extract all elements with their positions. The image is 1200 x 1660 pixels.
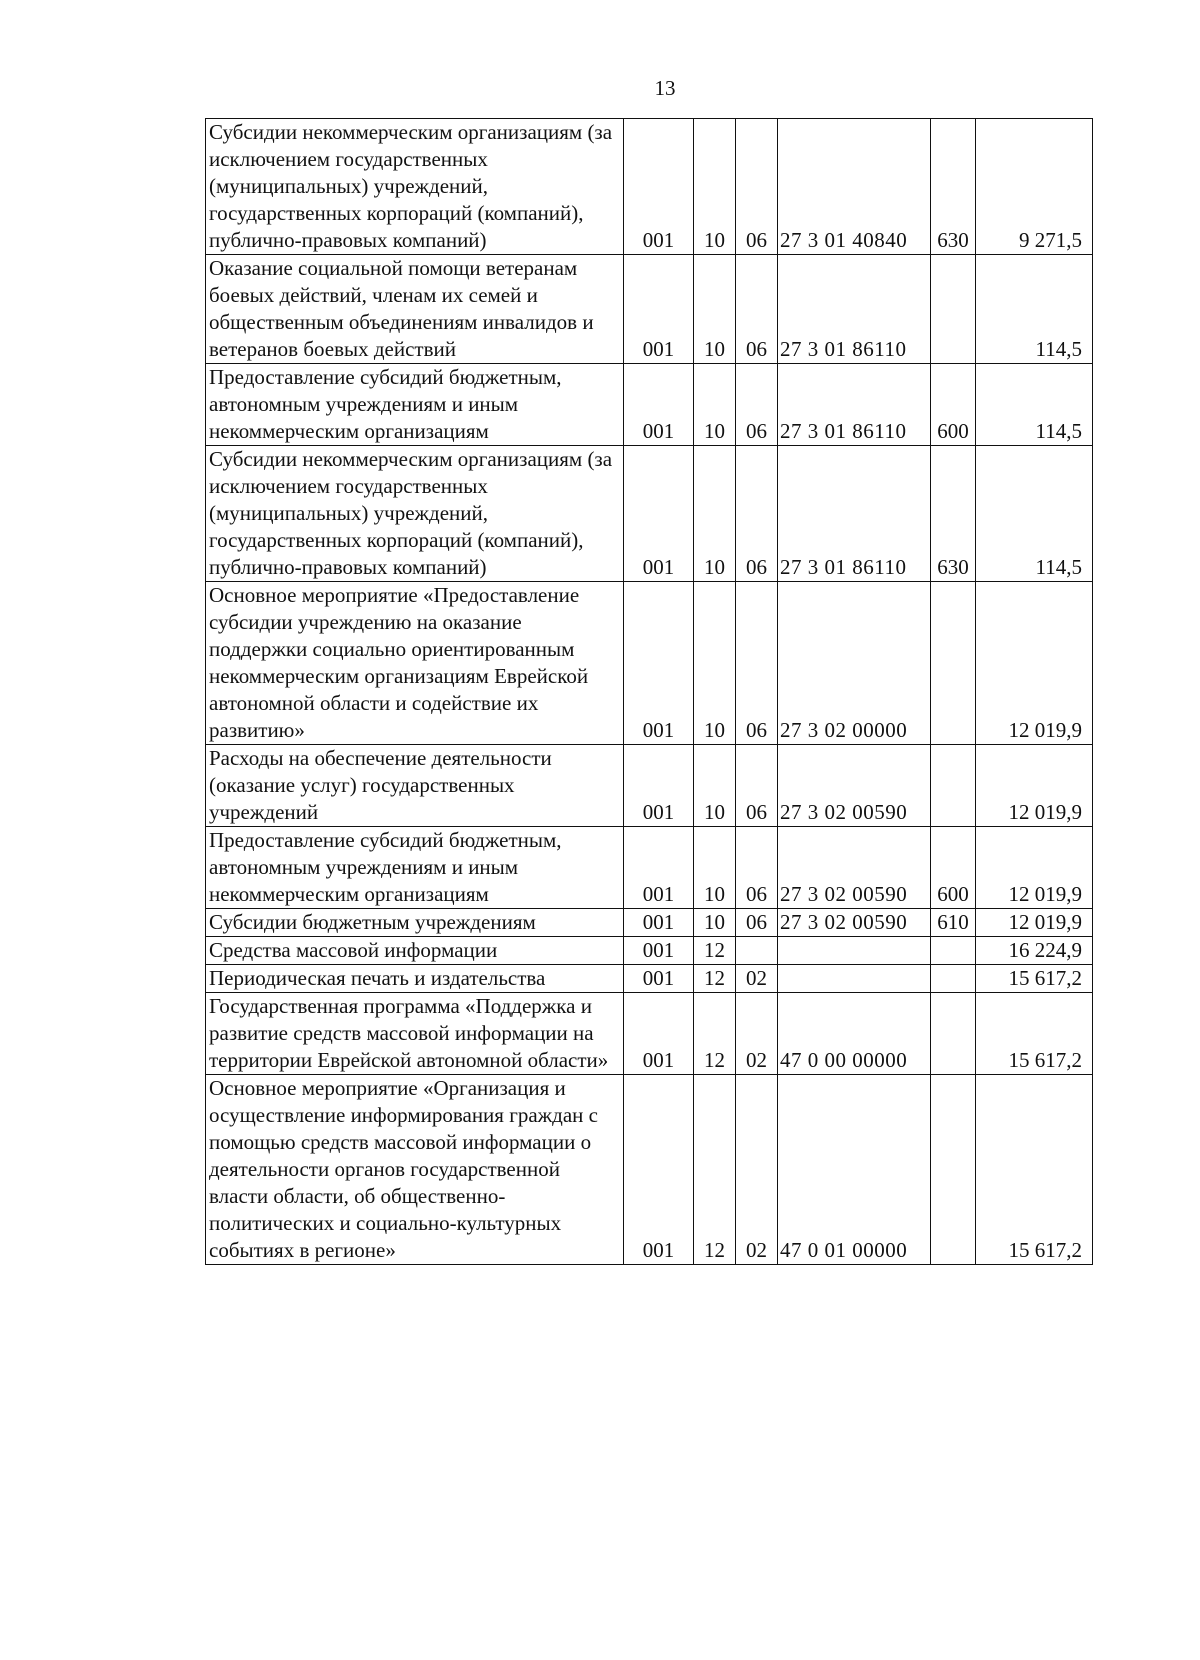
expense-type-cell: 630 <box>931 119 976 255</box>
subsection-code-cell: 06 <box>736 119 778 255</box>
target-article-cell: 27 3 02 00590 <box>778 827 931 909</box>
expense-type-cell: 610 <box>931 909 976 937</box>
ministry-code-cell: 001 <box>624 582 694 745</box>
table-row <box>206 993 1093 1075</box>
table-row <box>206 119 1093 255</box>
expense-type-cell <box>931 993 976 1075</box>
expense-type-cell <box>931 965 976 993</box>
subsection-code-cell: 02 <box>736 993 778 1075</box>
section-code-cell: 12 <box>694 937 736 965</box>
section-code-cell: 10 <box>694 119 736 255</box>
row-name-cell: Государственная программа «Поддержка и развитие средств массовой информации на территории Еврейской автономной области» <box>206 993 624 1075</box>
subsection-code-cell: 06 <box>736 582 778 745</box>
ministry-code-cell: 001 <box>624 1075 694 1265</box>
row-name-cell: Основное мероприятие «Организация и осуществление информирования граждан с помощью средств массовой информации о деятельности органов государственной власти области, об общественно-политических и социально-культурных событиях в регионе» <box>206 1075 624 1265</box>
amount-cell: 12 019,9 <box>976 827 1093 909</box>
row-name-cell: Субсидии некоммерческим организациям (за исключением государственных (муниципальных) учреждений, государственных корпораций (компаний), публично-правовых компаний) <box>206 119 624 255</box>
subsection-code-cell: 06 <box>736 827 778 909</box>
amount-cell: 16 224,9 <box>976 937 1093 965</box>
row-name-cell: Основное мероприятие «Предоставление субсидии учреждению на оказание поддержки социально ориентированным некоммерческим организациям Еврейской автономной области и содействие их развитию» <box>206 582 624 745</box>
target-article-cell <box>778 965 931 993</box>
amount-cell: 9 271,5 <box>976 119 1093 255</box>
table-row <box>206 255 1093 364</box>
subsection-code-cell: 06 <box>736 364 778 446</box>
budget-table <box>205 118 1093 1265</box>
amount-cell: 15 617,2 <box>976 1075 1093 1265</box>
ministry-code-cell: 001 <box>624 937 694 965</box>
ministry-code-cell: 001 <box>624 909 694 937</box>
row-name-cell: Расходы на обеспечение деятельности (оказание услуг) государственных учреждений <box>206 745 624 827</box>
subsection-code-cell: 06 <box>736 446 778 582</box>
amount-cell: 15 617,2 <box>976 965 1093 993</box>
page-number: 13 <box>654 76 676 100</box>
ministry-code-cell: 001 <box>624 965 694 993</box>
table-row <box>206 446 1093 582</box>
expense-type-cell: 600 <box>931 364 976 446</box>
table-row <box>206 364 1093 446</box>
table-row <box>206 937 1093 965</box>
row-name-cell: Предоставление субсидий бюджетным, автономным учреждениям и иным некоммерческим организациям <box>206 364 624 446</box>
ministry-code-cell: 001 <box>624 827 694 909</box>
expense-type-cell <box>931 745 976 827</box>
table-row <box>206 582 1093 745</box>
table-row <box>206 909 1093 937</box>
table-row <box>206 745 1093 827</box>
expense-type-cell <box>931 582 976 745</box>
amount-cell: 12 019,9 <box>976 745 1093 827</box>
section-code-cell: 10 <box>694 364 736 446</box>
section-code-cell: 10 <box>694 827 736 909</box>
subsection-code-cell: 06 <box>736 909 778 937</box>
row-name-cell: Субсидии некоммерческим организациям (за исключением государственных (муниципальных) учреждений, государственных корпораций (компаний), публично-правовых компаний) <box>206 446 624 582</box>
row-name-cell: Предоставление субсидий бюджетным, автономным учреждениям и иным некоммерческим организациям <box>206 827 624 909</box>
section-code-cell: 10 <box>694 255 736 364</box>
row-name-cell: Периодическая печать и издательства <box>206 965 624 993</box>
target-article-cell: 47 0 00 00000 <box>778 993 931 1075</box>
target-article-cell: 47 0 01 00000 <box>778 1075 931 1265</box>
amount-cell: 15 617,2 <box>976 993 1093 1075</box>
table-row <box>206 1075 1093 1265</box>
ministry-code-cell: 001 <box>624 255 694 364</box>
section-code-cell: 12 <box>694 1075 736 1265</box>
section-code-cell: 10 <box>694 909 736 937</box>
ministry-code-cell: 001 <box>624 993 694 1075</box>
subsection-code-cell <box>736 937 778 965</box>
target-article-cell: 27 3 01 86110 <box>778 364 931 446</box>
expense-type-cell: 600 <box>931 827 976 909</box>
subsection-code-cell: 06 <box>736 745 778 827</box>
expense-type-cell <box>931 255 976 364</box>
target-article-cell: 27 3 01 40840 <box>778 119 931 255</box>
expense-type-cell: 630 <box>931 446 976 582</box>
subsection-code-cell: 06 <box>736 255 778 364</box>
target-article-cell: 27 3 02 00590 <box>778 909 931 937</box>
ministry-code-cell: 001 <box>624 119 694 255</box>
row-name-cell: Оказание социальной помощи ветеранам боевых действий, членам их семей и общественным объединениям инвалидов и ветеранов боевых действий <box>206 255 624 364</box>
expense-type-cell <box>931 1075 976 1265</box>
target-article-cell: 27 3 02 00000 <box>778 582 931 745</box>
amount-cell: 114,5 <box>976 364 1093 446</box>
table-row <box>206 827 1093 909</box>
section-code-cell: 10 <box>694 582 736 745</box>
amount-cell: 114,5 <box>976 255 1093 364</box>
expense-type-cell <box>931 937 976 965</box>
target-article-cell: 27 3 02 00590 <box>778 745 931 827</box>
ministry-code-cell: 001 <box>624 446 694 582</box>
row-name-cell: Средства массовой информации <box>206 937 624 965</box>
amount-cell: 12 019,9 <box>976 582 1093 745</box>
section-code-cell: 10 <box>694 745 736 827</box>
table-row <box>206 965 1093 993</box>
target-article-cell <box>778 937 931 965</box>
row-name-cell: Субсидии бюджетным учреждениям <box>206 909 624 937</box>
subsection-code-cell: 02 <box>736 1075 778 1265</box>
section-code-cell: 12 <box>694 965 736 993</box>
amount-cell: 12 019,9 <box>976 909 1093 937</box>
ministry-code-cell: 001 <box>624 364 694 446</box>
ministry-code-cell: 001 <box>624 745 694 827</box>
target-article-cell: 27 3 01 86110 <box>778 446 931 582</box>
amount-cell: 114,5 <box>976 446 1093 582</box>
section-code-cell: 12 <box>694 993 736 1075</box>
subsection-code-cell: 02 <box>736 965 778 993</box>
section-code-cell: 10 <box>694 446 736 582</box>
target-article-cell: 27 3 01 86110 <box>778 255 931 364</box>
table-body <box>206 119 1093 1265</box>
